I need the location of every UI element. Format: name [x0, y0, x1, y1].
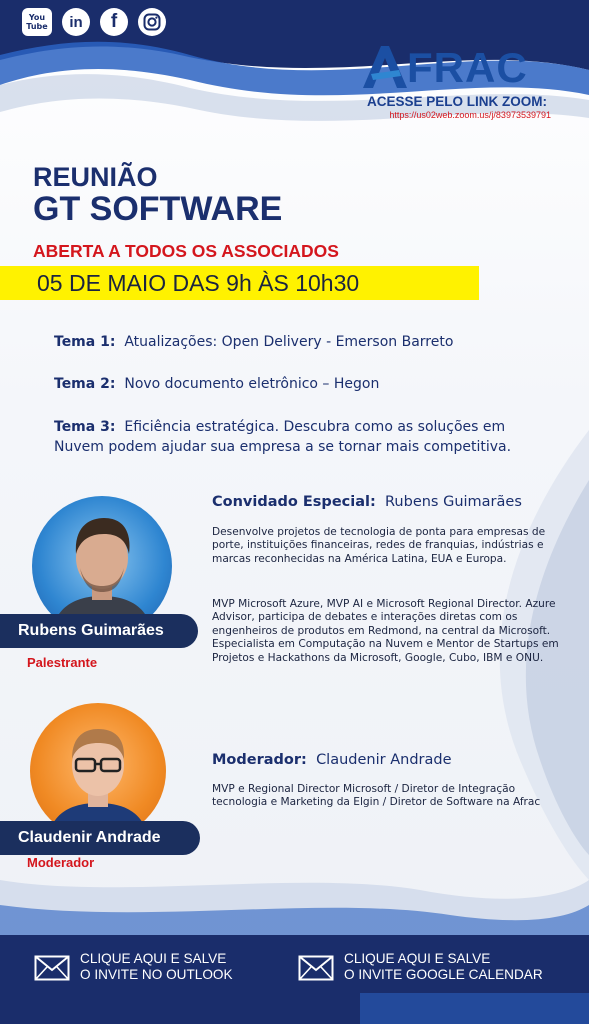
tema-2: [54, 374, 534, 394]
moderator-role: Moderador: [27, 855, 95, 870]
moderator-bio: MVP e Regional Director Microsoft / Diretor de Integração tecnologia e Marketing da Elgin / Diretor de Software na Afrac: [212, 783, 541, 809]
moderator-heading-label: Moderador:: [212, 752, 307, 768]
tema-1-text: Atualizações: Open Delivery - Emerson Barreto: [124, 334, 454, 350]
moderator-name-band: [0, 821, 200, 855]
tema-1: [54, 332, 534, 352]
afrac-logo: [359, 40, 534, 96]
logo-text: FRAC: [407, 44, 528, 91]
moderator-avatar-icon: [30, 703, 166, 839]
linkedin-text: in: [69, 13, 83, 31]
save-outlook-text: [80, 951, 233, 983]
moderator-heading-name: Claudenir Andrade: [316, 752, 452, 768]
youtube-icon[interactable]: [22, 8, 52, 36]
audience-text: ABERTA A TODOS OS ASSOCIADOS: [33, 241, 339, 261]
speaker-name: Rubens Guimarães: [18, 622, 164, 639]
speaker-heading: [212, 494, 522, 510]
title-line1: REUNIÃO: [33, 162, 158, 192]
moderator-heading: [212, 752, 452, 768]
envelope-icon: [34, 955, 70, 981]
save-outlook-line2: O INVITE NO OUTLOOK: [80, 967, 233, 982]
tema-2-text: Novo documento eletrônico – Hegon: [124, 376, 380, 392]
save-outlook-line1: CLIQUE AQUI E SALVE: [80, 951, 227, 966]
instagram-icon[interactable]: [138, 8, 166, 36]
linkedin-icon[interactable]: [62, 8, 90, 36]
tema-3-text: Eficiência estratégica. Descubra como as soluções em Nuvem podem ajudar sua empresa a se tornar mais competitiva.: [54, 419, 512, 455]
title-line2: GT SOFTWARE: [33, 190, 283, 228]
footer-stripes-decoration: [360, 993, 589, 1024]
save-google-text: [344, 951, 543, 983]
facebook-icon[interactable]: [100, 8, 128, 36]
save-google-calendar-link[interactable]: [298, 951, 543, 983]
tema-3: [54, 417, 534, 457]
zoom-link[interactable]: https://us02web.zoom.us/j/83973539791: [389, 110, 551, 120]
moderator-photo: [30, 703, 166, 839]
save-outlook-link[interactable]: [34, 951, 233, 983]
zoom-title: ACESSE PELO LINK ZOOM:: [366, 94, 547, 109]
tema-1-label: Tema 1:: [54, 334, 116, 350]
event-date: 05 DE MAIO DAS 9h ÀS 10h30: [37, 270, 360, 296]
save-google-line1: CLIQUE AQUI E SALVE: [344, 951, 491, 966]
save-google-line2: O INVITE GOOGLE CALENDAR: [344, 967, 543, 982]
speaker-bio-2: MVP Microsoft Azure, MVP AI e Microsoft Regional Director. Azure Advisor, participa de debates e interações diretas com os engenheiros de produtos em Redmond, na central da Microsoft. Especialista em Computação na Nuvem e Mentor de Startups em Projetos e Hackathons da Microsoft, Google, Cubo, IBM e ONU.: [212, 598, 559, 664]
instagram-glyph: [143, 13, 161, 31]
youtube-text-top: You: [28, 13, 46, 22]
social-links: [22, 8, 166, 36]
envelope-icon: [298, 955, 334, 981]
speaker-bio-1: Desenvolve projetos de tecnologia de ponta para empresas de porte, instituições financeiras, redes de franquias, indústrias e marcas reconhecidas na América Latina, EUA e Europa.: [212, 526, 546, 565]
speaker-heading-name: Rubens Guimarães: [385, 494, 522, 510]
speaker-heading-label: Convidado Especial:: [212, 494, 376, 510]
speaker-name-band: [0, 614, 198, 648]
tema-3-label: Tema 3:: [54, 419, 116, 435]
youtube-text-bottom: Tube: [26, 22, 48, 31]
speaker-role: Palestrante: [27, 655, 98, 670]
moderator-name: Claudenir Andrade: [18, 829, 161, 846]
tema-2-label: Tema 2:: [54, 376, 116, 392]
facebook-text: f: [110, 11, 118, 32]
afrac-logo-mark-icon: [359, 42, 411, 90]
